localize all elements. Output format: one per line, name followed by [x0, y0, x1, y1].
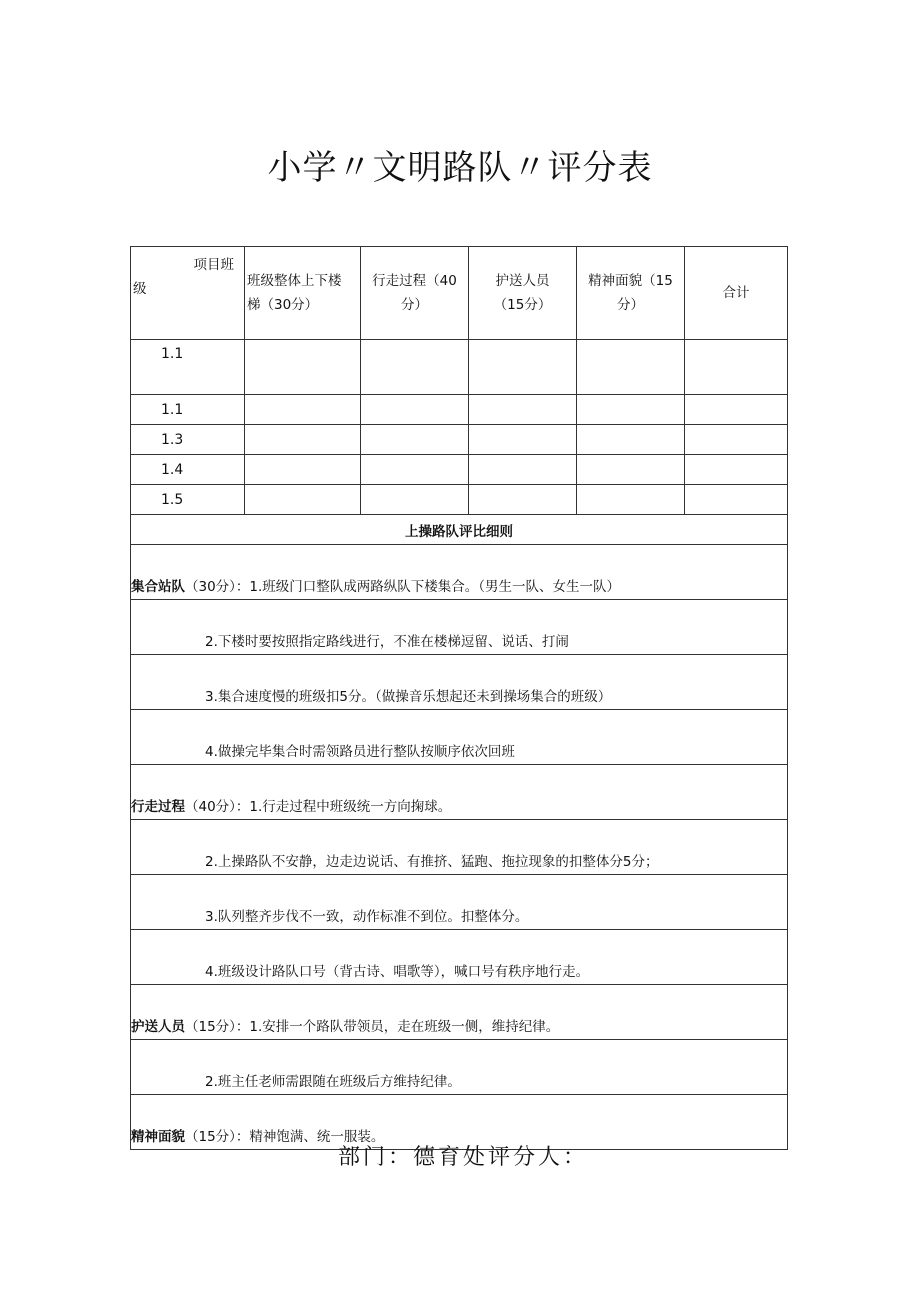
score-cell[interactable]	[361, 340, 469, 395]
total-cell[interactable]	[685, 340, 788, 395]
score-cell[interactable]	[469, 395, 577, 425]
rule-text: （15分）：1.安排一个路队带领员，走在班级一侧，维持纪律。	[185, 1019, 560, 1035]
table-row	[131, 425, 788, 455]
rule-cell	[131, 985, 788, 1040]
class-cell: 1.5	[131, 485, 245, 515]
rule-text: 4.做操完毕集合时需领路员进行整队按顺序依次回班	[205, 744, 515, 760]
rule-row	[131, 930, 788, 985]
section-row	[131, 515, 788, 545]
rule-cell	[131, 600, 788, 655]
rule-category: 集合站队	[131, 579, 185, 595]
score-cell[interactable]	[245, 455, 361, 485]
score-cell[interactable]	[245, 340, 361, 395]
header-stairs: 班级整体上下楼 梯（30分）	[245, 247, 361, 340]
department-signature-line: 部门：德育处评分人：	[338, 1145, 589, 1170]
score-cell[interactable]	[245, 425, 361, 455]
rule-cell	[131, 1040, 788, 1095]
rule-cell	[131, 545, 788, 600]
table-row	[131, 455, 788, 485]
score-cell[interactable]	[245, 485, 361, 515]
rule-text: （30分）：1.班级门口整队成两路纵队下楼集合。（男生一队、女生一队）	[185, 579, 621, 595]
rule-text: 2.下楼时要按照指定路线进行，不准在楼梯逗留、说话、打闹	[205, 634, 569, 650]
section-title: 上操路队评比细则	[131, 515, 788, 545]
page-title: 小学〃文明路队〃评分表	[267, 148, 653, 188]
score-cell[interactable]	[577, 395, 685, 425]
score-cell[interactable]	[361, 455, 469, 485]
rule-cell	[131, 930, 788, 985]
score-cell[interactable]	[577, 340, 685, 395]
total-cell[interactable]	[685, 455, 788, 485]
score-cell[interactable]	[469, 485, 577, 515]
score-table	[130, 246, 788, 1150]
corner-label-top: 项目班	[193, 257, 234, 273]
rule-text: 2.上操路队不安静，边走边说话、有推挤、猛跑、拖拉现象的扣整体分5分；	[205, 854, 659, 870]
corner-header-cell	[131, 247, 245, 340]
rule-row	[131, 875, 788, 930]
score-cell[interactable]	[361, 425, 469, 455]
rule-row	[131, 545, 788, 600]
rule-row	[131, 1040, 788, 1095]
rule-row	[131, 985, 788, 1040]
header-total: 合计	[685, 247, 788, 340]
class-cell: 1.1	[131, 395, 245, 425]
rule-text: 3.队列整齐步伐不一致，动作标准不到位。扣整体分。	[205, 909, 529, 925]
corner-label-bottom: 级	[133, 281, 147, 297]
score-cell[interactable]	[245, 395, 361, 425]
score-cell[interactable]	[577, 455, 685, 485]
rule-category: 精神面貌	[131, 1129, 185, 1145]
rule-text: 4.班级设计路队口号（背古诗、唱歌等），喊口号有秩序地行走。	[205, 964, 590, 980]
rule-category: 护送人员	[131, 1019, 185, 1035]
score-cell[interactable]	[577, 425, 685, 455]
header-row	[131, 247, 788, 340]
rule-text: 2.班主任老师需跟随在班级后方维持纪律。	[205, 1074, 461, 1090]
rule-cell	[131, 710, 788, 765]
table-row	[131, 485, 788, 515]
rule-text: 3.集合速度慢的班级扣5分。（做操音乐想起还未到操场集合的班级）	[205, 689, 612, 705]
header-spirit: 精神面貌（15 分）	[577, 247, 685, 340]
score-cell[interactable]	[361, 395, 469, 425]
rule-row	[131, 820, 788, 875]
score-cell[interactable]	[469, 425, 577, 455]
score-cell[interactable]	[361, 485, 469, 515]
rule-row	[131, 765, 788, 820]
total-cell[interactable]	[685, 395, 788, 425]
total-cell[interactable]	[685, 425, 788, 455]
rule-cell	[131, 655, 788, 710]
rule-row	[131, 655, 788, 710]
score-cell[interactable]	[469, 340, 577, 395]
score-cell[interactable]	[577, 485, 685, 515]
header-escort: 护送人员 （15分）	[469, 247, 577, 340]
rule-row	[131, 600, 788, 655]
rule-row	[131, 710, 788, 765]
total-cell[interactable]	[685, 485, 788, 515]
rule-category: 行走过程	[131, 799, 185, 815]
class-cell: 1.4	[131, 455, 245, 485]
rule-cell	[131, 875, 788, 930]
rule-cell	[131, 820, 788, 875]
table-row	[131, 395, 788, 425]
header-walking: 行走过程（40 分）	[361, 247, 469, 340]
class-cell: 1.1	[131, 340, 245, 395]
rule-text: （15分）：精神饱满、统一服装。	[185, 1129, 385, 1145]
score-cell[interactable]	[469, 455, 577, 485]
rule-text: （40分）：1.行走过程中班级统一方向掬球。	[185, 799, 452, 815]
table-row	[131, 340, 788, 395]
rule-cell	[131, 765, 788, 820]
class-cell: 1.3	[131, 425, 245, 455]
